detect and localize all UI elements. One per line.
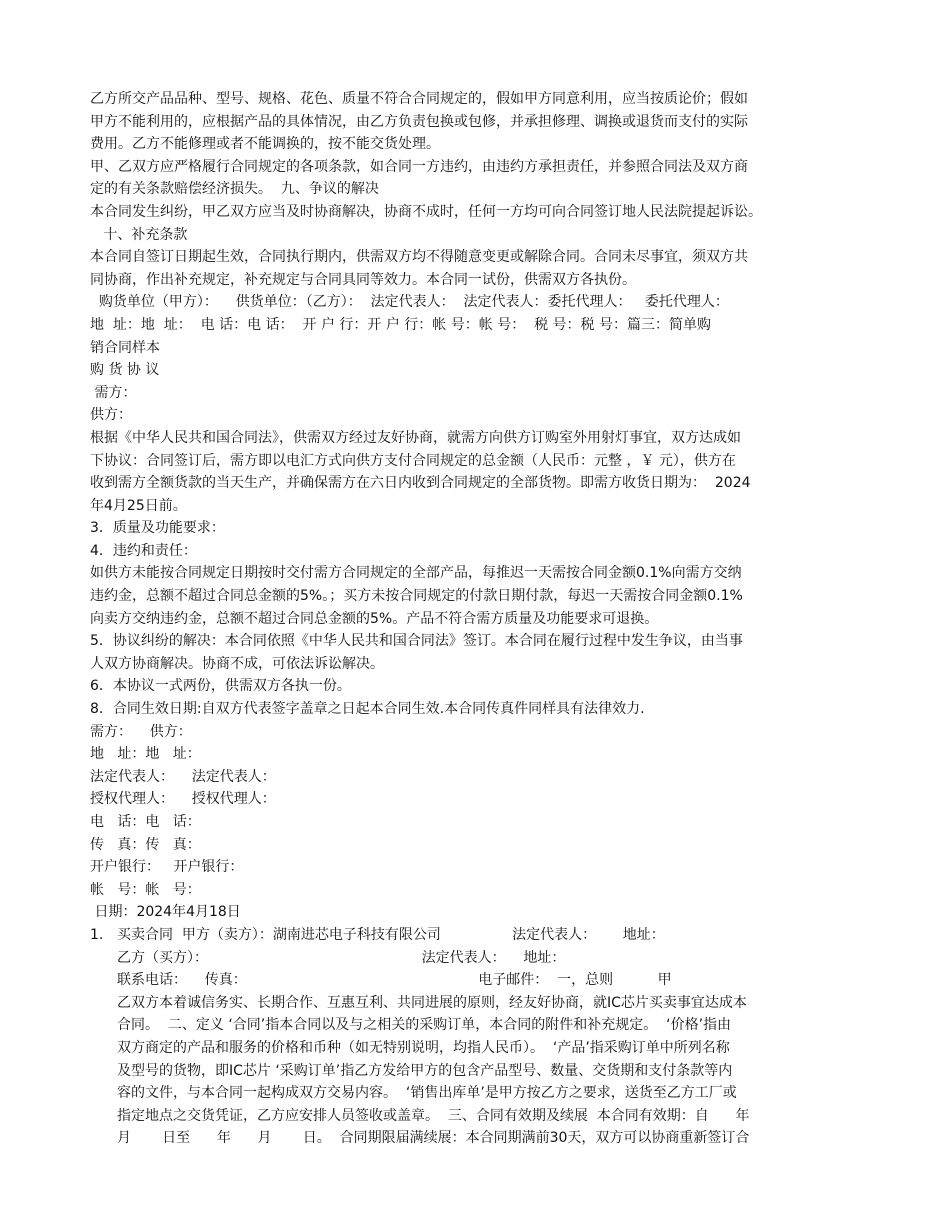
text-line: 甲、乙双方应严格履行合同规定的各项条款，如合同一方违约，由违约方承担责任，并参照合同法及双方商 xyxy=(90,158,748,175)
signature-field: 电 话：电 话： xyxy=(90,814,201,830)
text-line: 违约金，总额不超过合同总金额的5%。；买方未按合同规定的付款日期付款，每迟一天需按合同金额0.1% xyxy=(90,588,743,605)
numbered-list-item xyxy=(90,924,865,1150)
list-item-line: 联系电话： 传真： 电子邮件： 一，总则 甲 xyxy=(117,972,672,989)
text-line: 下协议：合同签订后，需方即以电汇方式向供方支付合同规定的总金额（人民币：元整 ，￥ 元），供方在 xyxy=(90,452,736,469)
text-line: 年4月25日前。 xyxy=(90,497,187,514)
date-line: 日期：2024年4月18日 xyxy=(90,904,241,921)
signature-fields-line: 地 址：地 址： 电 话：电 话： 开 户 行：开 户 行：帐 号：帐 号： 税 号：税 号：篇三：简单购 xyxy=(90,316,712,333)
text-line: 定的有关条款赔偿经济损失。 九、争议的解决 xyxy=(90,181,379,198)
list-item-body xyxy=(117,924,865,1150)
list-item-line: 容的文件，与本合同一起构成双方交易内容。 ‘销售出库单’是甲方按乙方之要求，送货至乙方工厂或 xyxy=(117,1085,737,1102)
list-item-line: 合同。 二、定义 ‘合同’指本合同以及与之相关的采购订单，本合同的附件和补充规定。 ‘价格’指由 xyxy=(117,1017,732,1034)
list-item-line: 指定地点之交货凭证，乙方应安排人员签收或盖章。 三、合同有效期及续展 本合同有效期：自 年 xyxy=(117,1107,750,1124)
party-label: 供方： xyxy=(90,407,132,424)
text-line: 销合同样本 xyxy=(90,339,160,356)
clause-line: 3．质量及功能要求： xyxy=(90,520,225,537)
text-line: 本合同自签订日期起生效，合同执行期内，供需双方均不得随意变更或解除合同。合同未尽事宜，须双方共 xyxy=(90,249,748,266)
list-item-line: 月 日至 年 月 日。 合同期限届满续展：本合同期满前30天，双方可以协商重新签订合 xyxy=(117,1130,750,1147)
signature-field: 法定代表人： 法定代表人： xyxy=(90,768,276,785)
text-line: 甲方不能利用的，应根据产品的具体情况，由乙方负责包换或包修，并承担修理、调换或退货而支付的实际 xyxy=(90,113,748,130)
signature-fields-line: 购货单位（甲方）： 供货单位：（乙方）： 法定代表人： 法定代表人：委托代理人： 委托代理人： xyxy=(90,294,729,311)
clause-line: 8．合同生效日期:自双方代表签字盖章之日起本合同生效.本合同传真件同样具有法律效力. xyxy=(90,701,645,718)
section-heading: 十、补充条款 xyxy=(90,226,188,243)
signature-field: 地 址：地 址： xyxy=(90,746,201,763)
text-line: 向卖方交纳违约金，总额不超过合同总金额的5%。产品不符合需方质量及功能要求可退换。 xyxy=(90,610,659,627)
document-page xyxy=(90,88,865,1150)
text-line: 同协商，作出补充规定，补充规定与合同具同等效力。本合同一试份，供需双方各执份。 xyxy=(90,271,636,288)
text-line: 根据《中华人民共和国合同法》，供需双方经过友好协商，就需方向供方订购室外用射灯事宜，双方达成如 xyxy=(90,429,741,446)
list-item-line: 乙方（买方）： 法定代表人： 地址： xyxy=(117,949,566,966)
list-number: 1. xyxy=(90,926,104,943)
clause-line: 5．协议纠纷的解决：本合同依照《中华人民共和国合同法》签订。本合同在履行过程中发生争议，由当事 xyxy=(90,633,743,650)
list-item-line: 及型号的货物，即IC芯片 ‘采购订单’指乙方发给甲方的包含产品型号、数量、交货期和支付条款等内 xyxy=(117,1062,733,1079)
list-item-line: 买卖合同 甲方（卖方）：湖南进芯电子科技有限公司 法定代表人： 地址： xyxy=(117,926,665,943)
text-line: 乙方所交产品品种、型号、规格、花色、质量不符合合同规定的，假如甲方同意利用，应当按质论价；假如 xyxy=(90,91,748,107)
text-line: 费用。乙方不能修理或者不能调换的，按不能交货处理。 xyxy=(90,136,440,153)
party-label: 需方： xyxy=(90,384,137,401)
signature-field: 开户银行： 开户银行： xyxy=(90,859,244,876)
text-line: 本合同发生纠纷，甲乙双方应当及时协商解决，协商不成时，任何一方均可向合同签订地人民法院提起诉讼。 xyxy=(90,203,762,220)
clause-line: 4．违约和责任： xyxy=(90,542,197,559)
list-item-line: 乙双方本着诚信务实、长期合作、互惠互利、共同进展的原则，经友好协商，就IC芯片买卖事宜达成本 xyxy=(117,994,747,1011)
list-item-line: 双方商定的产品和服务的价格和币种（如无特别说明，均指人民币）。 ‘产品’指采购订单中所列名称 xyxy=(117,1039,730,1056)
clause-line: 6．本协议一式两份，供需双方各执一份。 xyxy=(90,678,351,695)
text-line: 收到需方全额货款的当天生产，并确保需方在六日内收到合同规定的全部货物。即需方收货日期为： 2024 xyxy=(90,475,751,492)
text-line: 如供方未能按合同规定日期按时交付需方合同规定的全部产品，每推迟一天需按合同金额0.1%向需方交纳 xyxy=(90,565,742,582)
signature-field: 需方： 供方： xyxy=(90,723,192,740)
signature-field: 帐 号：帐 号： xyxy=(90,881,201,898)
signature-field: 传 真：传 真： xyxy=(90,836,201,853)
agreement-title: 购 货 协 议 xyxy=(90,362,160,379)
text-line: 人双方协商解决。协商不成，可依法诉讼解决。 xyxy=(90,655,384,672)
signature-field: 授权代理人： 授权代理人： xyxy=(90,791,276,808)
